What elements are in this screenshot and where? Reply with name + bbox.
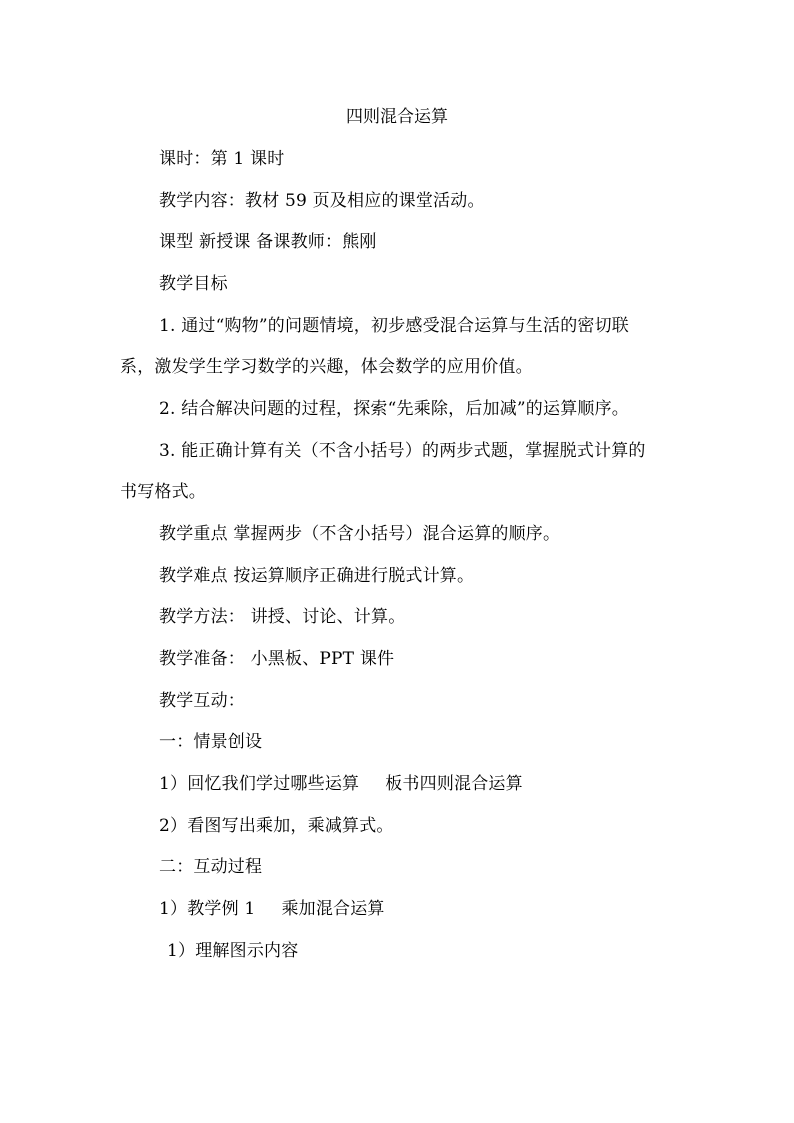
example-1-label: 1）教学例 1 <box>159 899 256 919</box>
step-1 <box>120 771 719 797</box>
objective-1-line-2: 系，激发学生学习数学的兴趣，体会数学的应用价值。 <box>120 357 533 377</box>
understand-diagram: 1）理解图示内容 <box>167 941 299 961</box>
document-title: 四则混合运算 <box>346 107 448 127</box>
example-1 <box>120 896 719 922</box>
objective-3-line-1: 3. 能正确计算有关（不含小括号）的两步式题，掌握脱式计算的 <box>159 441 646 461</box>
teaching-preparation: 教学准备： 小黑板、PPT 课件 <box>159 649 395 669</box>
section-2-heading: 二：互动过程 <box>159 857 263 877</box>
example-1-topic: 乘加混合运算 <box>281 899 385 919</box>
step-1-board-note: 板书四则混合运算 <box>385 774 523 794</box>
difficulty: 教学难点 按运算顺序正确进行脱式计算。 <box>159 566 475 586</box>
step-1-text: 1）回忆我们学过哪些运算 <box>159 774 360 794</box>
step-2: 2）看图写出乘加，乘减算式。 <box>159 816 394 836</box>
lesson-period: 课时：第 1 课时 <box>159 149 285 169</box>
objective-3-line-2: 书写格式。 <box>120 482 206 502</box>
teaching-interaction: 教学互动： <box>159 691 245 711</box>
lesson-type-teacher: 课型 新授课 备课教师：熊刚 <box>159 232 377 252</box>
teaching-content: 教学内容：教材 59 页及相应的课堂活动。 <box>159 191 485 211</box>
key-point: 教学重点 掌握两步（不含小括号）混合运算的顺序。 <box>159 524 561 544</box>
section-1-heading: 一：情景创设 <box>159 732 263 752</box>
objective-2: 2. 结合解决问题的过程，探索“先乘除，后加减”的运算顺序。 <box>159 399 630 419</box>
objectives-heading: 教学目标 <box>159 274 228 294</box>
teaching-method: 教学方法： 讲授、讨论、计算。 <box>159 607 406 627</box>
objective-1-line-1: 1. 通过“购物”的问题情境，初步感受混合运算与生活的密切联 <box>159 316 630 336</box>
